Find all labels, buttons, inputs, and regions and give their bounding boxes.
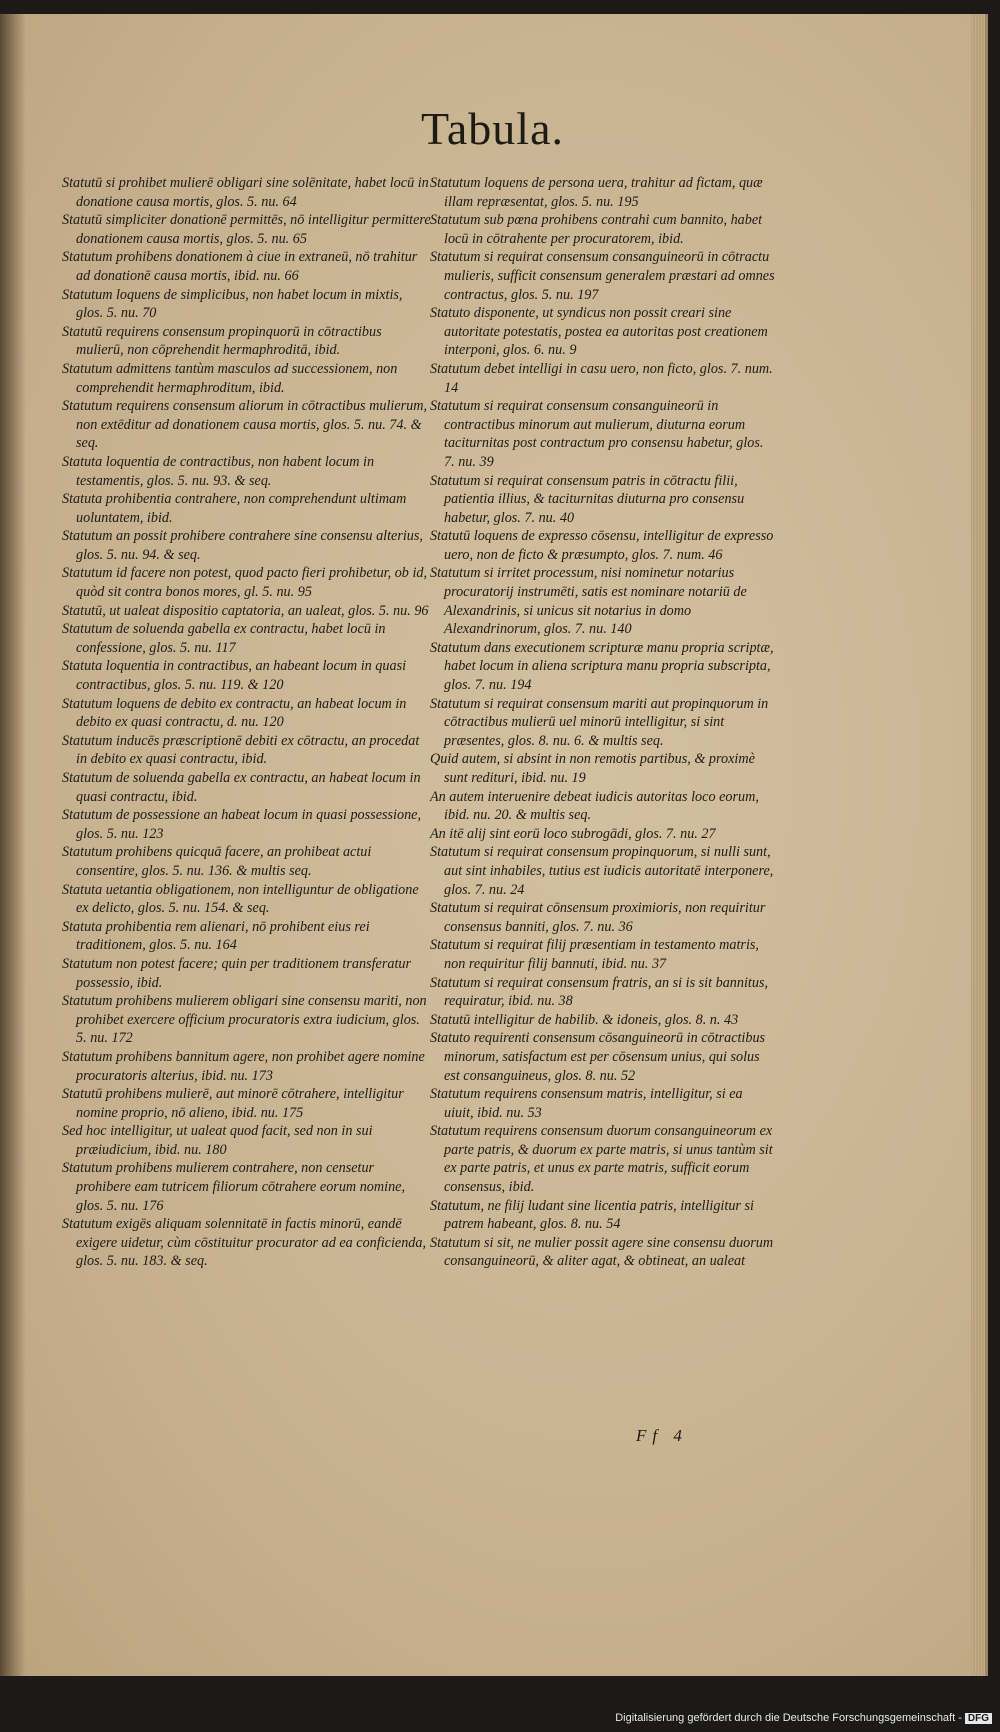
index-entry: Quid autem, si absint in non remotis partibus, & proximè sunt redituri, ibid. nu. 19 <box>430 751 755 786</box>
index-entry: Statutum an possit prohibere contrahere sine consensu alterius, glos. 5. nu. 94. & seq. <box>62 528 423 563</box>
index-entry: Statutum si sit, ne mulier possit agere sine consensu duorum consanguineorū, & aliter agat, & obtineat, an ualeat <box>430 1234 774 1270</box>
index-entry: Statutum debet intelligi in casu uero, non ficto, glos. 7. num. 14 <box>430 360 773 396</box>
index-entry: Statuta loquentia in contractibus, an habeant locum in quasi contractibus, glos. 5. nu. 119. & 120 <box>62 658 407 694</box>
index-entry: Statutum non potest facere; quin per traditionem transferatur possessio, ibid. <box>62 955 412 991</box>
index-entry: Statutum inducēs præscriptionē debiti ex cōtractu, an procedat in debito ex quasi contractu, ibid. <box>62 732 420 768</box>
index-entry: Statutum si requirat consensum patris in cōtractu filii, patientia illius, & taciturnitas diuturna pro consensu habetur, glos. 7. nu. 40 <box>430 472 745 526</box>
index-entry: Statuta prohibentia rem alienari, nō prohibent eius rei traditionem, glos. 5. nu. 164 <box>62 918 370 954</box>
index-entry: Statutum prohibens donationem à ciue in extraneū, nō trahitur ad donationē causa mortis, ibid. nu. 66 <box>62 249 418 284</box>
index-entry: Statutum id facere non potest, quod pacto fieri prohibetur, ob id, quòd sit contra bonos mores, gl. 5. nu. 95 <box>62 565 428 601</box>
index-entry: Statutum sub pœna prohibens contrahi cum bannito, habet locū in cōtrahente per procuratorem, ibid. <box>430 212 763 247</box>
index-entry: Statutū, ut ualeat dispositio captatoria, an ualeat, glos. 5. nu. 96 <box>62 602 429 619</box>
index-entry: Statuto disponente, ut syndicus non possit creari sine autoritate potestatis, postea ea autoritas post creationem interponi, glos. 6. nu. 9 <box>430 305 768 359</box>
index-entry: Statutum requirens consensum aliorum in cōtractibus mulierum, non extēditur ad donationem causa mortis, glos. 5. nu. 74. & seq. <box>62 398 428 452</box>
page-title: Tabula. <box>420 103 564 154</box>
index-entry: Statutum loquens de debito ex contractu, an habeat locum in debito ex quasi contractu, d. nu. 120 <box>62 695 407 731</box>
index-entry: Statuto requirenti consensum cōsanguineorū in cōtractibus minorum, satisfactum est per cōsensum unius, qui solus est consanguineus, glos. 8. nu. 52 <box>430 1030 766 1084</box>
index-entry: Statutum requirens consensum matris, intelligitur, si ea uiuit, ibid. nu. 53 <box>430 1086 743 1121</box>
index-entry: Statutum admittens tantùm masculos ad successionem, non comprehendit hermaphroditum, ibid. <box>62 360 398 396</box>
index-entry: Statuta prohibentia contrahere, non comprehendunt ultimam uoluntatem, ibid. <box>62 491 407 526</box>
index-entry: Statutum si requirat consensum consanguineorū in contractibus minorum aut mulierum, diuturna eorum taciturnitas post contractum pro consensu habetur, glos. 7. nu. 39 <box>430 398 764 470</box>
index-entry: Statutum, ne filij ludant sine licentia patris, intelligitur si patrem habeant, glos. 8. nu. 54 <box>430 1197 754 1233</box>
index-entry: Statutū si prohibet mulierē obligari sine solēnitate, habet locū in donatione causa mortis, glos. 5. nu. 64 <box>62 175 429 210</box>
index-entry: Statutum de possessione an habeat locum in quasi possessione, glos. 5. nu. 123 <box>62 807 422 842</box>
book-page <box>0 14 988 1676</box>
index-entry: Statutum de soluenda gabella ex contractu, an habeat locum in quasi contractu, ibid. <box>62 770 421 805</box>
index-entry: An itē alij sint eorū loco subrogādi, glos. 7. nu. 27 <box>430 825 716 842</box>
index-entry: Statutū prohibens mulierē, aut minorē cōtrahere, intelligitur nomine proprio, nō alieno, ibid. nu. 175 <box>62 1086 404 1121</box>
index-entry: Statutum loquens de persona uera, trahitur ad fictam, quæ illam repræsentat, glos. 5. nu. 195 <box>430 175 763 210</box>
index-entry: Statutum si requirat consensum mariti aut propinquorum in cōtractibus mulierū uel minorū intelligitur, si sint præsentes, glos. 8. nu. 6. & multis seq. <box>430 695 769 749</box>
index-entry: Statutum si requirat consensum consanguineorū in cōtractu mulieris, sufficit consensum generalem præstari ad omnes contractus, glos. 5. nu. 197 <box>430 249 775 303</box>
index-entry: Statutum prohibens mulierem obligari sine consensu mariti, non prohibet exercere officium procuratoris extra iudicium, glos. 5. nu. 172 <box>62 993 427 1047</box>
digitization-credit <box>615 1712 992 1724</box>
index-entry: Statutum de soluenda gabella ex contractu, habet locū in confessione, glos. 5. nu. 117 <box>62 621 386 656</box>
index-entry: Statutum si irritet processum, nisi nominetur notarius procuratorij instrumēti, satis est nominare notariū de Alexandrinis, si unicus sit notarius in domo Alexandrinorum, glos. 7. nu. 140 <box>430 565 747 638</box>
index-entry: Statuta loquentia de contractibus, non habent locum in testamentis, glos. 5. nu. 93. & seq. <box>62 453 375 489</box>
index-entry: Statutū requirens consensum propinquorū in cōtractibus mulierū, non cōprehendit hermaphroditā, ibid. <box>62 323 382 359</box>
index-entry: Statutum loquens de simplicibus, non habet locum in mixtis, glos. 5. nu. 70 <box>62 286 403 322</box>
index-entry: Statutum exigēs aliquam solennitatē in factis minorū, eandē exigere uidetur, cùm cōstituitur procurator ad ea conficienda, glos. 5. nu. 183. & seq. <box>62 1216 427 1270</box>
index-entry: Statutum prohibens quicquā facere, an prohibeat actui consentire, glos. 5. nu. 136. & multis seq. <box>62 844 372 879</box>
index-entry: Statutum prohibens bannitum agere, non prohibet agere nomine procuratoris alterius, ibid. nu. 173 <box>62 1048 425 1084</box>
credit-text: Digitalisierung gefördert durch die Deutsche Forschungsgemeinschaft - <box>615 1712 962 1724</box>
index-entry: Statutum si requirat consensum fratris, an si is sit bannitus, requiratur, ibid. nu. 38 <box>430 974 769 1010</box>
index-entry: Statuta uetantia obligationem, non intelliguntur de obligatione ex delicto, glos. 5. nu. 154. & seq. <box>62 881 419 917</box>
index-entry: Statutū loquens de expresso cōsensu, intelligitur de expresso uero, non de ficto & præsumpto, glos. 7. num. 46 <box>430 528 774 563</box>
signature-mark: Ff 4 <box>636 1426 688 1445</box>
index-entry: An autem interuenire debeat iudicis autoritas loco eorum, ibid. nu. 20. & multis seq. <box>430 788 759 824</box>
dfg-logo: DFG <box>965 1713 992 1724</box>
index-entry: Statutum prohibens mulierem contrahere, non censetur prohibere eam tutricem filiorum cōtrahere eorum nomine, glos. 5. nu. 176 <box>62 1160 406 1214</box>
index-column-right <box>430 174 775 1271</box>
index-entry: Statutū intelligitur de habilib. & idoneis, glos. 8. n. 43 <box>430 1011 739 1028</box>
index-entry: Statutū simpliciter donationē permittēs, nō intelligitur permittere donationem causa mortis, glos. 5. nu. 65 <box>62 212 431 247</box>
index-column-left <box>62 174 432 1271</box>
index-entry: Statutum si requirat cōnsensum proximioris, non requiritur consensus banniti, glos. 7. nu. 36 <box>430 900 766 935</box>
page-gutter <box>0 14 26 1676</box>
page-fore-edge <box>971 14 985 1676</box>
index-entry: Statutum requirens consensum duorum consanguineorum ex parte patris, & duorum ex parte matris, si unus tantùm sit ex parte patris, et unus ex parte matris, sufficit eorum consensus, ibid. <box>430 1123 773 1196</box>
index-entry: Sed hoc intelligitur, ut ualeat quod facit, sed non in sui præiudicium, ibid. nu. 180 <box>62 1123 373 1158</box>
index-entry: Statutum dans executionem scripturæ manu propria scriptæ, habet locum in aliena scriptura manu propria subscripta, glos. 7. nu. 194 <box>430 639 774 694</box>
index-entry: Statutum si requirat consensum propinquorum, si nulli sunt, aut sint inhabiles, tutius est iudicis autoritatē interponere, glos. 7. nu. 24 <box>430 844 774 898</box>
index-entry: Statutum si requirat filij præsentiam in testamento matris, non requiritur filij bannuti, ibid. nu. 37 <box>430 937 759 972</box>
